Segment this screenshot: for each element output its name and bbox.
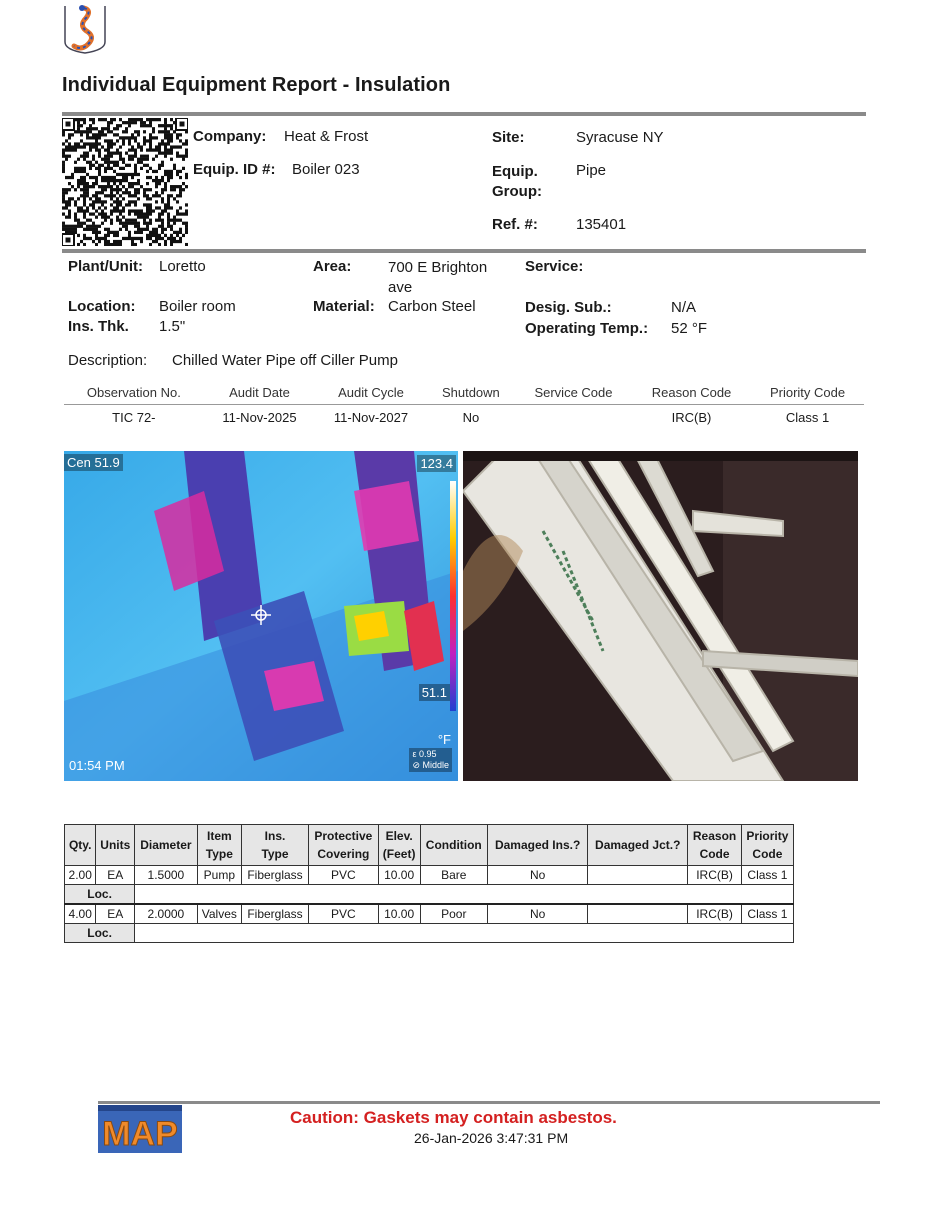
- desig-sub-label: Desig. Sub.:: [525, 299, 612, 316]
- items-cell: EA: [96, 866, 135, 885]
- location-value: Boiler room: [159, 298, 236, 315]
- obs-header-cell: Reason Code: [632, 382, 751, 405]
- items-header-cell: Diameter: [135, 825, 197, 866]
- items-cell: Class 1: [741, 866, 793, 885]
- obs-header-cell: Shutdown: [427, 382, 515, 405]
- items-cell: EA: [96, 904, 135, 924]
- items-header-cell: Ins. Type: [242, 825, 309, 866]
- items-cell: 4.00: [65, 904, 96, 924]
- obs-header-cell: Audit Cycle: [315, 382, 427, 405]
- description-label: Description:: [68, 352, 148, 369]
- obs-cell: IRC(B): [671, 410, 712, 425]
- site-label: Site:: [492, 129, 525, 146]
- equip-group-label: Equip. Group:: [492, 163, 542, 200]
- items-header-cell: Priority Code: [741, 825, 793, 866]
- print-timestamp: 26-Jan-2026 3:47:31 PM: [414, 1130, 569, 1146]
- items-cell: Poor: [420, 904, 488, 924]
- items-cell: PVC: [308, 866, 378, 885]
- loc-row: [65, 885, 794, 905]
- thermal-center-temp: Cen 51.9: [64, 454, 123, 471]
- observation-row: [64, 405, 864, 431]
- desig-sub-value: N/A: [671, 299, 697, 316]
- items-header-cell: Reason Code: [688, 825, 742, 866]
- description-value: Chilled Water Pipe off Ciller Pump: [172, 352, 398, 369]
- items-cell: [588, 866, 688, 885]
- company-logo: [62, 2, 108, 54]
- equipment-photo: [463, 451, 858, 781]
- items-cell: [588, 904, 688, 924]
- items-cell: Fiberglass: [242, 866, 309, 885]
- company-value: Heat & Frost: [284, 128, 369, 145]
- obs-cell: 11-Nov-2025: [222, 410, 297, 425]
- obs-cell: TIC 72-: [112, 410, 156, 425]
- title-divider: [62, 112, 866, 116]
- items-cell: 2.00: [65, 866, 96, 885]
- page-title: Individual Equipment Report - Insulation: [62, 74, 451, 96]
- equip-id-value: Boiler 023: [292, 161, 360, 178]
- company-label: Company:: [193, 128, 267, 145]
- loc-value: [135, 924, 794, 943]
- plant-label: Plant/Unit:: [68, 258, 143, 275]
- map-logo-text: MAP: [102, 1115, 178, 1153]
- items-cell: 2.0000: [135, 904, 197, 924]
- ins-thk-label: Ins. Thk.: [68, 318, 129, 335]
- material-label: Material:: [313, 298, 375, 315]
- loc-label: Loc.: [65, 924, 135, 943]
- thermal-min-temp: 51.1: [419, 684, 450, 701]
- items-cell: Bare: [420, 866, 488, 885]
- equip-id-label: Equip. ID #:: [193, 161, 276, 178]
- location-label: Location:: [68, 298, 136, 315]
- area-label: Area:: [313, 258, 352, 275]
- obs-header-cell: Priority Code: [751, 382, 864, 405]
- observation-header-row: [64, 382, 864, 405]
- service-label: Service:: [525, 258, 584, 275]
- obs-header-cell: Audit Date: [204, 382, 316, 405]
- obs-cell: Class 1: [785, 410, 830, 425]
- items-cell: Valves: [197, 904, 241, 924]
- plant-value: Loretto: [159, 258, 206, 275]
- summary-divider: [62, 249, 866, 253]
- obs-cell: 11-Nov-2027: [333, 410, 409, 425]
- caution-notice: Caution: Gaskets may contain asbestos.: [290, 1108, 617, 1127]
- items-header-cell: Damaged Jct.?: [588, 825, 688, 866]
- items-header-cell: Elev. (Feet): [378, 825, 420, 866]
- items-header-cell: Protective Covering: [308, 825, 378, 866]
- thermal-image: [64, 451, 458, 781]
- items-cell: 1.5000: [135, 866, 197, 885]
- qr-code: [62, 118, 188, 246]
- items-cell: No: [488, 866, 588, 885]
- area-value: 700 E Brighton ave: [388, 259, 488, 296]
- items-header-cell: Units: [96, 825, 135, 866]
- thermal-settings: ε 0.95 ⊘ Middle: [409, 748, 452, 772]
- obs-header-cell: Observation No.: [64, 382, 204, 405]
- items-cell: IRC(B): [688, 904, 742, 924]
- thermal-time: 01:54 PM: [69, 758, 125, 773]
- items-cell: PVC: [308, 904, 378, 924]
- items-header-cell: Qty.: [65, 825, 96, 866]
- loc-label: Loc.: [65, 885, 135, 905]
- items-header-row: [65, 825, 794, 866]
- items-cell: IRC(B): [688, 866, 742, 885]
- items-header-cell: Damaged Ins.?: [488, 825, 588, 866]
- site-value: Syracuse NY: [576, 129, 664, 146]
- footer-divider: [98, 1101, 880, 1104]
- op-temp-label: Operating Temp.:: [525, 320, 649, 337]
- items-cell: Fiberglass: [242, 904, 309, 924]
- thermal-unit: °F: [437, 732, 451, 747]
- items-header-cell: Condition: [420, 825, 488, 866]
- obs-cell: [515, 405, 632, 431]
- items-cell: 10.00: [378, 866, 420, 885]
- equip-group-value: Pipe: [576, 162, 607, 179]
- items-cell: No: [488, 904, 588, 924]
- op-temp-value: 52 °F: [671, 320, 708, 337]
- items-cell: Pump: [197, 866, 241, 885]
- observation-table: [64, 382, 864, 430]
- obs-cell: No: [462, 410, 480, 425]
- items-header-cell: Item Type: [197, 825, 241, 866]
- items-table: [64, 824, 794, 943]
- obs-header-cell: Service Code: [515, 382, 632, 405]
- items-cell: Class 1: [741, 904, 793, 924]
- ins-thk-value: 1.5": [159, 318, 186, 335]
- table-row: [65, 904, 794, 924]
- map-logo: [98, 1105, 182, 1153]
- material-value: Carbon Steel: [388, 298, 476, 315]
- loc-value: [135, 885, 794, 905]
- thermal-max-temp: 123.4: [417, 455, 456, 472]
- table-row: [65, 866, 794, 885]
- ref-label: Ref. #:: [492, 216, 538, 233]
- loc-row: [65, 924, 794, 943]
- items-cell: 10.00: [378, 904, 420, 924]
- ref-value: 135401: [576, 216, 627, 233]
